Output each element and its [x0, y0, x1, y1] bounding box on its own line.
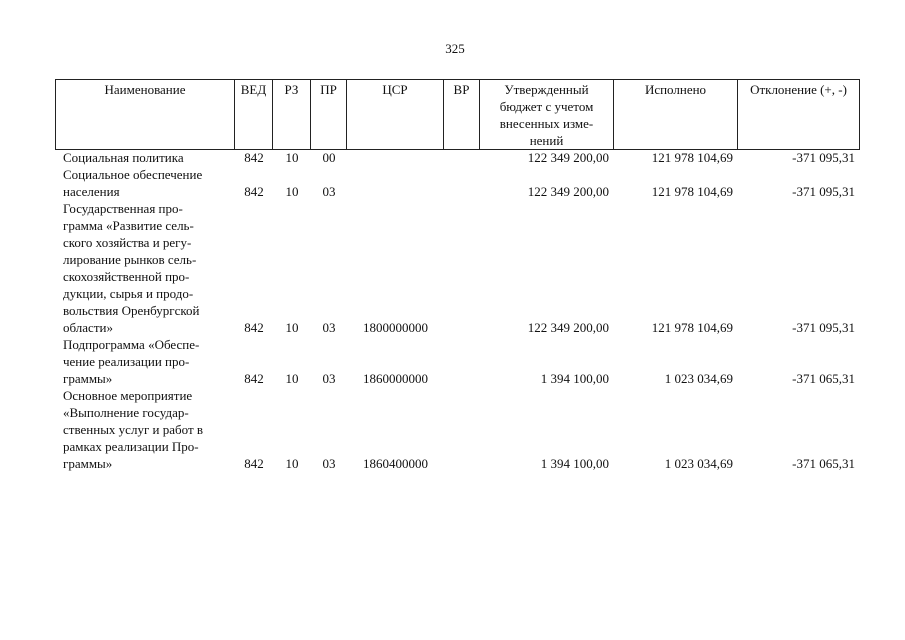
cell-name-line: ственных услуг и работ в: [63, 422, 204, 437]
cell-deviation: -371 095,31: [792, 184, 855, 199]
cell-name-line: Подпрограмма «Обеспе-: [63, 337, 200, 352]
cell-name-line: Государственная про-: [63, 201, 183, 216]
cell-rz: 10: [285, 371, 299, 386]
cell-rz: 10: [285, 150, 299, 165]
header-pr: ПР: [311, 80, 347, 150]
cell-name-line: граммы»: [63, 371, 113, 386]
cell-pr: 00: [322, 150, 336, 165]
header-ved: ВЕД: [235, 80, 273, 150]
cell-rz: 10: [285, 320, 299, 335]
cell-pr: 03: [322, 320, 336, 335]
cell-name-line: скохозяйственной про-: [63, 269, 190, 284]
cell-ved: 842: [244, 184, 264, 199]
cell-rz: 10: [285, 184, 299, 199]
cell-approved: 122 349 200,00: [527, 320, 609, 335]
header-approved: Утвержденный бюджет с учетом внесенных изме-нений: [480, 80, 614, 150]
header-name: Наименование: [56, 80, 235, 150]
header-csr: ЦСР: [347, 80, 444, 150]
cell-name-line: Основное мероприятие: [63, 388, 193, 403]
cell-name-line: Социальная политика: [63, 150, 184, 165]
header-rz: РЗ: [273, 80, 311, 150]
cell-deviation: -371 095,31: [792, 150, 855, 165]
cell-deviation: -371 095,31: [792, 320, 855, 335]
cell-executed: 1 023 034,69: [664, 456, 733, 471]
cell-executed: 121 978 104,69: [651, 150, 733, 165]
cell-csr: 1860000000: [363, 371, 428, 386]
cell-executed: 121 978 104,69: [651, 184, 733, 199]
header-vr: ВР: [444, 80, 480, 150]
cell-pr: 03: [322, 371, 336, 386]
header-deviation: Отклонение (+, -): [738, 80, 860, 150]
cell-name-line: Социальное обеспечение: [63, 167, 203, 182]
cell-name-line: лирование рынков сель-: [63, 252, 197, 267]
cell-ved: 842: [244, 320, 264, 335]
cell-executed: 121 978 104,69: [651, 320, 733, 335]
cell-approved: 122 349 200,00: [527, 184, 609, 199]
page-number: 325: [445, 41, 465, 56]
cell-ved: 842: [244, 371, 264, 386]
cell-name-line: рамках реализации Про-: [63, 439, 199, 454]
cell-name-line: вольствия Оренбургской: [63, 303, 200, 318]
cell-ved: 842: [244, 150, 264, 165]
cell-ved: 842: [244, 456, 264, 471]
cell-approved: 1 394 100,00: [540, 371, 609, 386]
cell-csr: 1800000000: [363, 320, 428, 335]
cell-name-line: граммы»: [63, 456, 113, 471]
cell-name-line: ского хозяйства и регу-: [63, 235, 192, 250]
cell-approved: 122 349 200,00: [527, 150, 609, 165]
cell-deviation: -371 065,31: [792, 371, 855, 386]
cell-name-line: дукции, сырья и продо-: [63, 286, 194, 301]
cell-name-line: грамма «Развитие сель-: [63, 218, 194, 233]
cell-executed: 1 023 034,69: [664, 371, 733, 386]
header-executed: Исполнено: [614, 80, 738, 150]
cell-name-line: населения: [63, 184, 120, 199]
cell-csr: 1860400000: [363, 456, 428, 471]
cell-name-line: «Выполнение государ-: [63, 405, 189, 420]
cell-pr: 03: [322, 456, 336, 471]
cell-name-line: области»: [63, 320, 113, 335]
cell-name-line: чение реализации про-: [63, 354, 190, 369]
cell-rz: 10: [285, 456, 299, 471]
cell-approved: 1 394 100,00: [540, 456, 609, 471]
cell-deviation: -371 065,31: [792, 456, 855, 471]
cell-pr: 03: [322, 184, 336, 199]
